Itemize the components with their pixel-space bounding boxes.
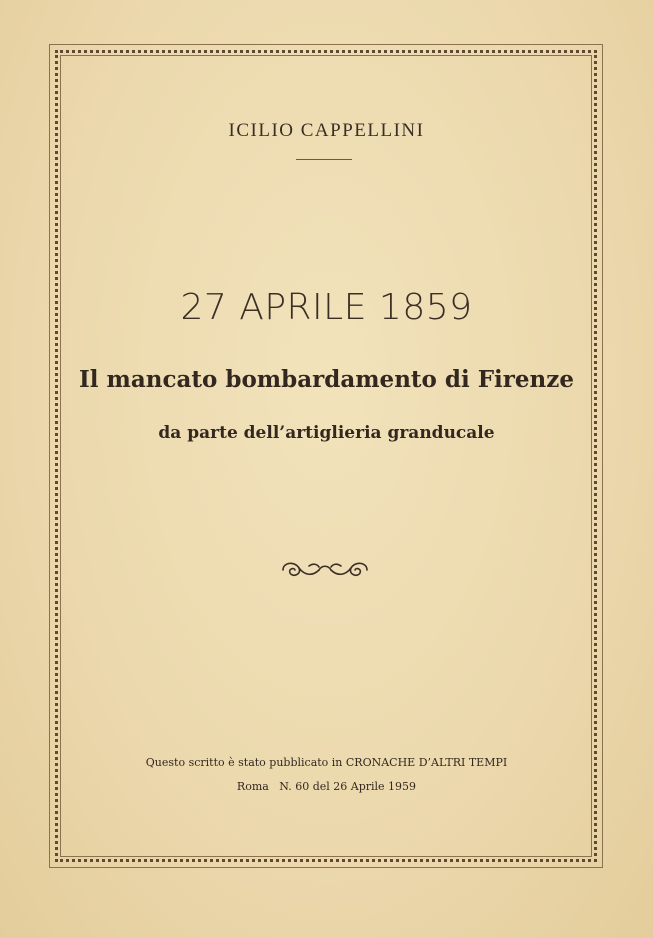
- cover-subtitle: da parte dell’artiglieria granducale: [158, 423, 495, 443]
- inner-border: [60, 55, 592, 857]
- scroll-flourish-icon: [279, 557, 371, 583]
- author-name: ICILIO CAPPELLINI: [228, 120, 425, 141]
- author-divider: [296, 159, 352, 160]
- publication-note-line-1: Questo scritto è stato pubblicato in CRONACHE D’ALTRI TEMPI: [145, 756, 508, 769]
- cover-title: Il mancato bombardamento di Firenze: [79, 366, 574, 393]
- cover-date: 27 APRILE 1859: [180, 287, 473, 328]
- publication-note-line-2: Roma N. 60 del 26 Aprile 1959: [236, 780, 417, 793]
